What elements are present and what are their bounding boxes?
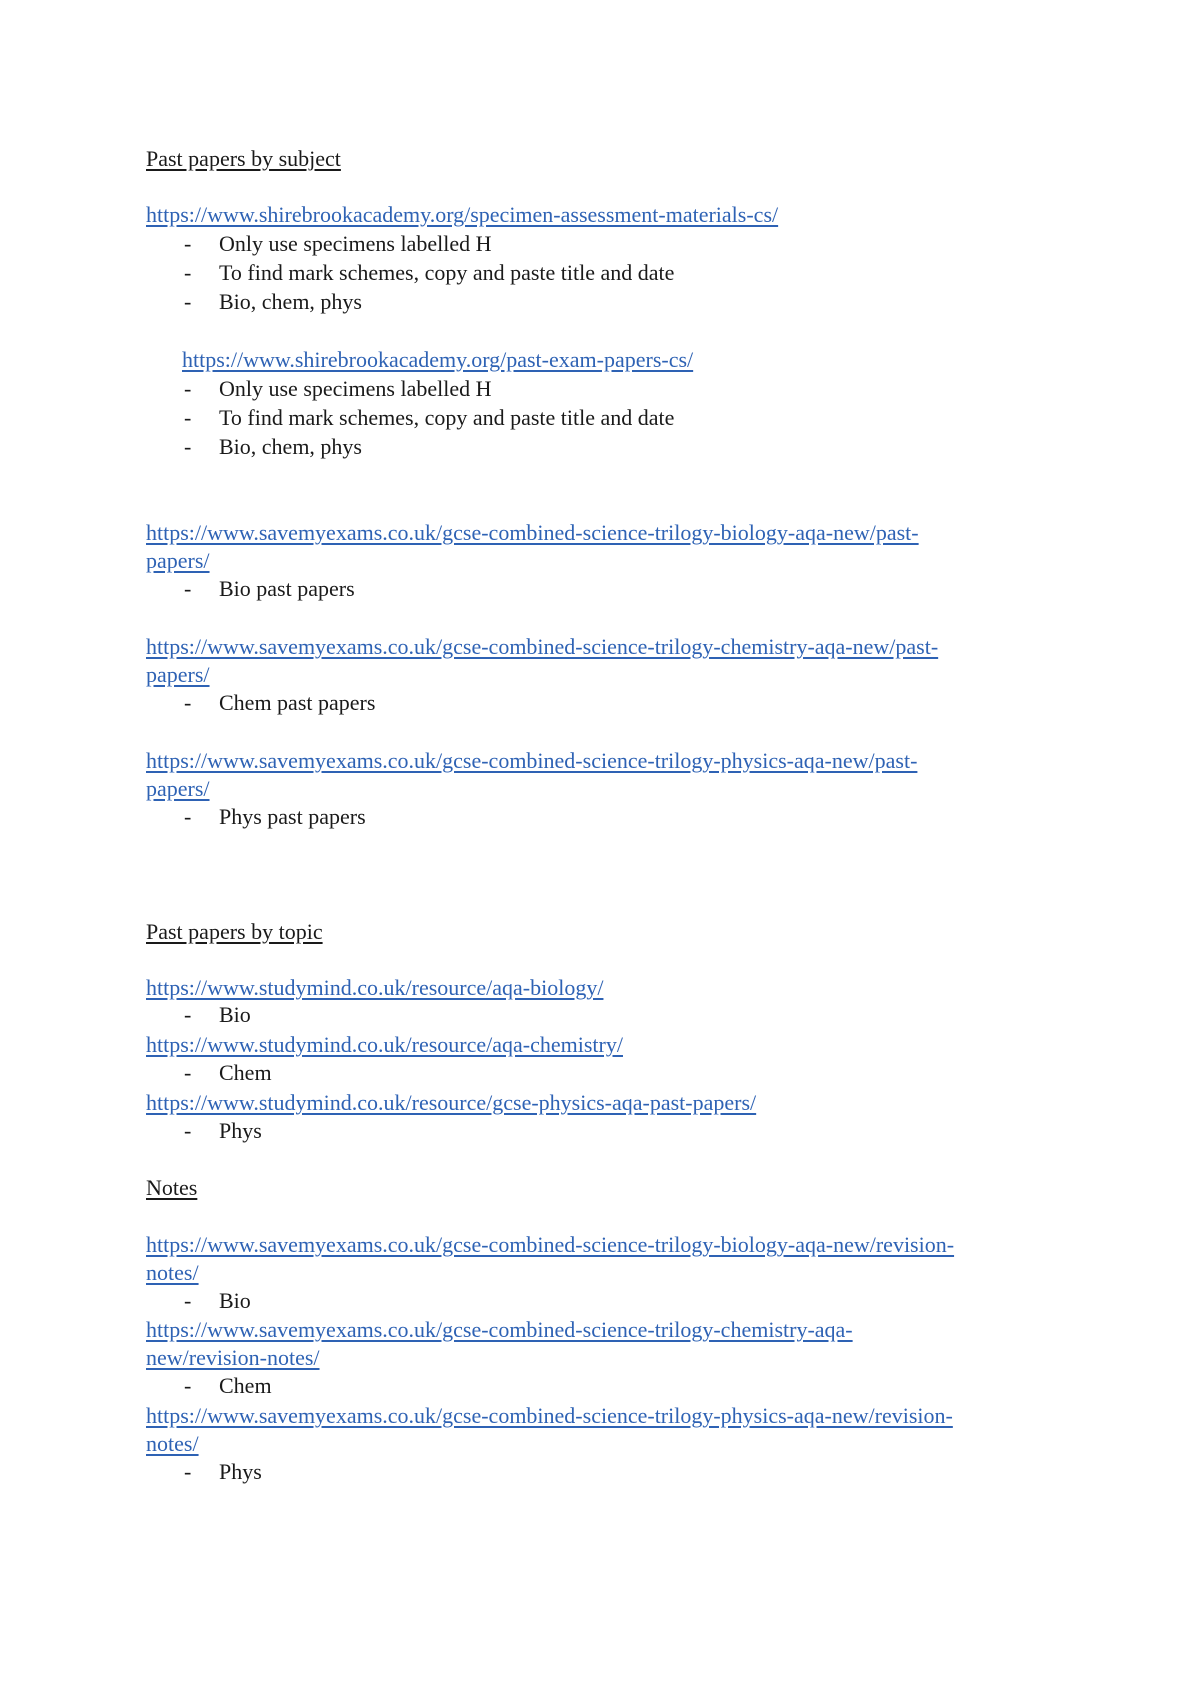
bullet-item — [184, 1287, 251, 1315]
heading-past-papers-by-subject: Past papers by subject — [146, 146, 341, 171]
bullet-item — [184, 404, 674, 432]
bullet-item — [184, 1117, 262, 1145]
bullet-text: Phys — [219, 1118, 262, 1143]
link-sme-phys-past-papers-line1[interactable]: https://www.savemyexams.co.uk/gcse-combined-science-trilogy-physics-aqa-new/past- — [146, 748, 918, 773]
bullet-dash: - — [184, 260, 192, 285]
bullet-dash: - — [184, 1060, 192, 1085]
link-sme-phys-past-papers-line2[interactable]: papers/ — [146, 776, 210, 801]
bullet-item — [184, 803, 366, 831]
bullet-dash: - — [184, 376, 192, 401]
bullet-item — [184, 575, 355, 603]
bullet-dash: - — [184, 289, 192, 314]
link-sme-chem-notes-line1[interactable]: https://www.savemyexams.co.uk/gcse-combined-science-trilogy-chemistry-aqa- — [146, 1317, 853, 1342]
bullet-dash: - — [184, 1373, 192, 1398]
bullet-dash: - — [184, 690, 192, 715]
bullet-dash: - — [184, 1288, 192, 1313]
link-sme-bio-notes-line2[interactable]: notes/ — [146, 1260, 199, 1285]
bullet-text: To find mark schemes, copy and paste title and date — [219, 405, 675, 430]
link-shirebrook-specimen[interactable]: https://www.shirebrookacademy.org/specimen-assessment-materials-cs/ — [146, 202, 779, 227]
bullet-item — [184, 1372, 272, 1400]
heading-past-papers-by-topic: Past papers by topic — [146, 919, 323, 944]
bullet-item — [184, 433, 362, 461]
link-sme-phys-notes-line1[interactable]: https://www.savemyexams.co.uk/gcse-combined-science-trilogy-physics-aqa-new/revision- — [146, 1403, 953, 1428]
bullet-dash: - — [184, 405, 192, 430]
bullet-text: Bio past papers — [219, 576, 355, 601]
bullet-text: To find mark schemes, copy and paste title and date — [219, 260, 675, 285]
link-sme-bio-past-papers-line1[interactable]: https://www.savemyexams.co.uk/gcse-combined-science-trilogy-biology-aqa-new/past- — [146, 520, 919, 545]
bullet-item — [184, 288, 362, 316]
link-sme-phys-notes-line2[interactable]: notes/ — [146, 1431, 199, 1456]
bullet-dash: - — [184, 231, 192, 256]
bullet-item — [184, 689, 375, 717]
bullet-text: Chem — [219, 1060, 272, 1085]
bullet-text: Phys past papers — [219, 804, 366, 829]
link-studymind-chemistry[interactable]: https://www.studymind.co.uk/resource/aqa-chemistry/ — [146, 1032, 623, 1057]
heading-notes: Notes — [146, 1175, 198, 1200]
bullet-text: Only use specimens labelled H — [219, 231, 492, 256]
link-sme-bio-notes-line1[interactable]: https://www.savemyexams.co.uk/gcse-combined-science-trilogy-biology-aqa-new/revision- — [146, 1232, 955, 1257]
bullet-dash: - — [184, 1002, 192, 1027]
link-sme-bio-past-papers-line2[interactable]: papers/ — [146, 548, 210, 573]
bullet-text: Bio, chem, phys — [219, 289, 362, 314]
link-sme-chem-notes-line2[interactable]: new/revision-notes/ — [146, 1345, 320, 1370]
link-studymind-biology[interactable]: https://www.studymind.co.uk/resource/aqa-biology/ — [146, 975, 604, 1000]
bullet-item — [184, 230, 492, 258]
bullet-dash: - — [184, 434, 192, 459]
bullet-text: Only use specimens labelled H — [219, 376, 492, 401]
bullet-text: Chem — [219, 1373, 272, 1398]
bullet-dash: - — [184, 804, 192, 829]
bullet-dash: - — [184, 1118, 192, 1143]
bullet-text: Chem past papers — [219, 690, 376, 715]
bullet-text: Bio — [219, 1288, 251, 1313]
bullet-item — [184, 1059, 272, 1087]
bullet-dash: - — [184, 576, 192, 601]
bullet-item — [184, 1001, 251, 1029]
bullet-text: Bio — [219, 1002, 251, 1027]
link-sme-chem-past-papers-line2[interactable]: papers/ — [146, 662, 210, 687]
bullet-text: Phys — [219, 1459, 262, 1484]
bullet-text: Bio, chem, phys — [219, 434, 362, 459]
link-studymind-physics[interactable]: https://www.studymind.co.uk/resource/gcse-physics-aqa-past-papers/ — [146, 1090, 757, 1115]
link-shirebrook-past-exam[interactable]: https://www.shirebrookacademy.org/past-exam-papers-cs/ — [182, 347, 694, 372]
bullet-item — [184, 1458, 262, 1486]
bullet-dash: - — [184, 1459, 192, 1484]
bullet-item — [184, 259, 674, 287]
link-sme-chem-past-papers-line1[interactable]: https://www.savemyexams.co.uk/gcse-combined-science-trilogy-chemistry-aqa-new/past- — [146, 634, 939, 659]
bullet-item — [184, 375, 492, 403]
